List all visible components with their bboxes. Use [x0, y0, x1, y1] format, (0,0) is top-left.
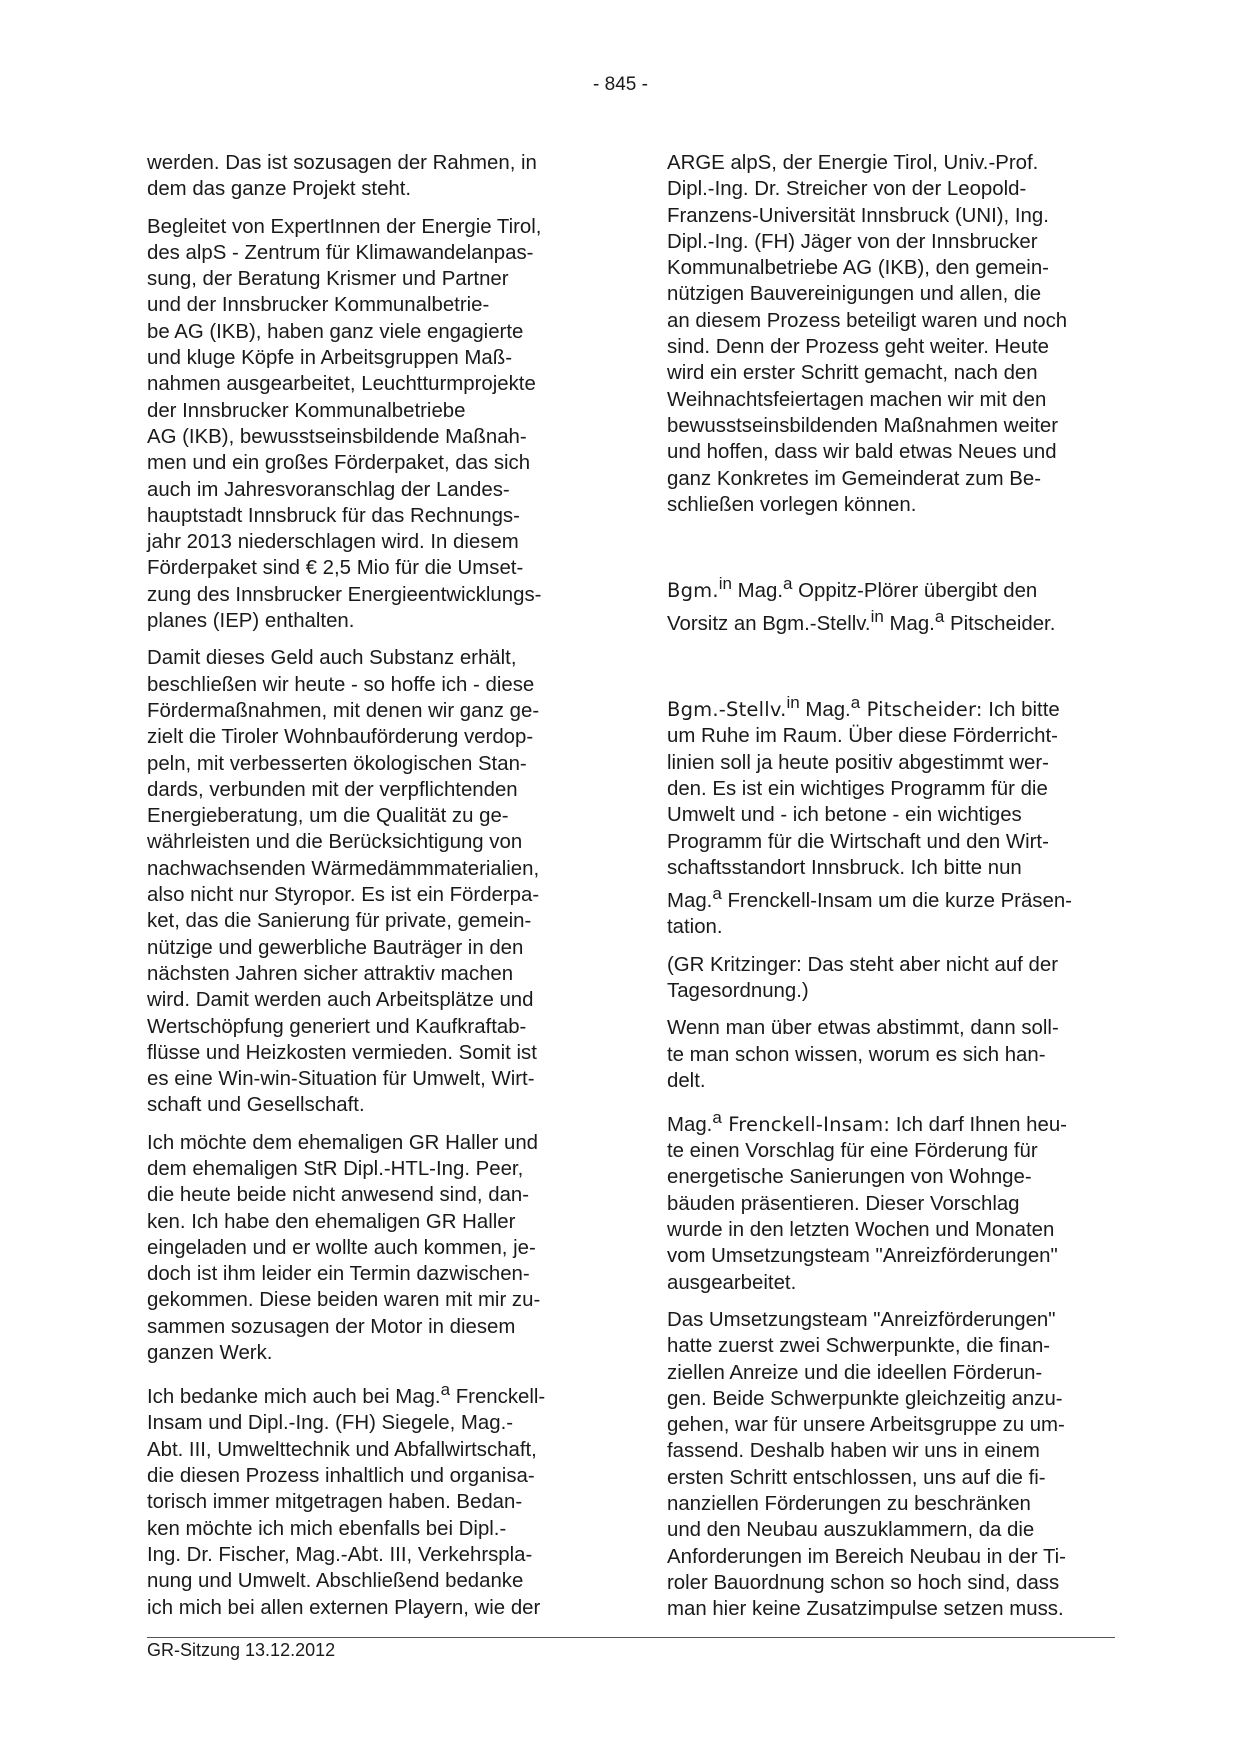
text-fragment: Oppitz-Plörer übergibt den Vorsitz an Bgm.-Stellv. — [667, 579, 1038, 636]
paragraph-partners: ARGE alpS, der Energie Tirol, Univ.-Prof. Dipl.-Ing. Dr. Streicher von der Leopold- Franzens-Universität Innsbruck (UNI), Ing. Dipl.-Ing. (FH) Jäger von der Innsbrucker Kommunalbetriebe AG (IKB), den gemein- nützigen Bauvereinigungen und allen, die an diesem Prozess beteiligt waren und noch sind. Denn der Prozess geht weiter. Heute wird ein erster Schritt gemacht, nach den Weihnachtsfeiertagen machen wir mit den bewusstseinsbildenden Maßnahmen weiter und hoffen, dass wir bald etwas Neues und ganz Konkretes im Gemeinderat zum Be- schließen vorlegen können. — [667, 152, 1068, 516]
speaker-name: Pitscheider: — [860, 698, 983, 722]
page-number: - 845 - — [593, 74, 648, 95]
speaker-name: Bgm.-Stellv. — [667, 698, 787, 722]
speech-pitscheider — [667, 690, 1105, 940]
speaker-name: Mag. — [799, 699, 851, 722]
paragraph-funding: Damit dieses Geld auch Substanz erhält, beschließen wir heute - so hoffe ich - diese Fördermaßnahmen, mit denen wir ganz ge- zielt die Tiroler Wohnbauförderung verdop- peln, mit verbesserten ökologischen Stan- dards, verbunden mit der verpflichtenden Energieberatung, um die Qualität zu ge- währleisten und die Berücksichtigung von nachwachsenden Wärmedämmmaterialien, also nicht nur Styropor. Es ist ein Förderpa- ket, das die Sanierung für private, gemein- nützige und gewerbliche Bauträger in den nächsten Jahren sicher attraktiv machen wird. Damit werden auch Arbeitsplätze und Wertschöpfung generiert und Kaufkraftab- flüsse und Heizkosten vermieden. Somit ist es eine Win-win-Situation für Umwelt, Wirt- schaft und Gesellschaft. — [147, 647, 540, 1117]
footer-session-date: GR-Sitzung 13.12.2012 — [147, 1640, 336, 1660]
text-fragment: Pitscheider. — [944, 613, 1056, 636]
paragraph-thanks-colleagues — [147, 1377, 585, 1620]
text-fragment: Mag. — [731, 579, 783, 602]
text-fragment: Bgm. — [667, 578, 719, 602]
chair-handover-note — [667, 571, 1105, 637]
superscript: a — [850, 693, 861, 713]
paragraph-team: Das Umsetzungsteam "Anreizförderungen" hatte zuerst zwei Schwerpunkte, die finan- ziellen Anreize und die ideellen Förderun- gen. Beide Schwerpunkte gleichzeitig anzu- gehen, war für unsere Arbeitsgruppe zu um- fassend. Deshalb haben wir uns in einem ersten Schritt entschlossen, uns auf die fi- nanziellen Förderungen zu beschränken und den Neubau auszuklammern, da die Anforderungen im Bereich Neubau in der Ti- roler Bauordnung schon so hoch sind, dass man hier keine Zusatzimpulse setzen muss. — [667, 1308, 1066, 1621]
paragraph-thanks-haller: Ich möchte dem ehemaligen GR Haller und dem ehemaligen StR Dipl.-HTL-Ing. Peer, die heute beide nicht anwesend sind, dan- ken. Ich habe den ehemaligen GR Haller eingeladen und er wollte auch kommen, je- doch ist ihm leider ein Termin dazwischen- gekommen. Diese beiden waren mit mir zu- sammen sozusagen der Motor in diesem ganzen Werk. — [147, 1131, 541, 1365]
speaker-name: Frenckell-Insam: — [721, 1112, 891, 1136]
superscript: a — [782, 574, 793, 594]
interjection-kritzinger: (GR Kritzinger: Das steht aber nicht auf der Tagesordnung.) — [667, 953, 1058, 1002]
superscript: in — [870, 607, 884, 627]
text-fragment: Ich darf Ihnen heu- te einen Vorschlag für eine Förderung für energetische Sanierungen von Wohnge- bäuden präsentieren. Dieser Vorschlag wurde in den letzten Wochen und Monaten vom Umsetzungsteam "Anreizförderungen" ausgearbeitet. — [667, 1113, 1067, 1294]
left-column — [147, 150, 585, 1632]
superscript: in — [786, 693, 800, 713]
superscript: in — [718, 574, 732, 594]
superscript: a — [440, 1380, 451, 1400]
paragraph-experts: Begleitet von ExpertInnen der Energie Tirol, des alpS - Zentrum für Klimawandelanpas- sung, der Beratung Krismer und Partner und der Innsbrucker Kommunalbetrie- be AG (IKB), haben ganz viele engagierte und kluge Köpfe in Arbeitsgruppen Maß- nahmen ausgearbeitet, Leuchtturmprojekte der Innsbrucker Kommunalbetriebe AG (IKB), bewusstseinsbildende Maßnah- men und ein großes Förderpaket, das sich auch im Jahresvoranschlag der Landes- hauptstadt Innsbruck für das Rechnungs- jahr 2013 niederschlagen wird. In diesem Förderpaket sind € 2,5 Mio für die Umset- zung des Innsbrucker Energieentwicklungs- planes (IEP) enthalten. — [147, 215, 542, 633]
superscript: a — [934, 607, 945, 627]
paragraph-vote: Wenn man über etwas abstimmt, dann soll- te man schon wissen, worum es sich han- delt. — [667, 1017, 1059, 1092]
text-fragment: Mag. — [883, 613, 935, 636]
text-fragment: Ich bedanke mich auch bei Mag. — [147, 1386, 441, 1409]
spacer — [667, 648, 1105, 690]
text-fragment: Ich bitte um Ruhe im Raum. Über diese Förderricht- linien soll ja heute positiv abgestimmt wer- den. Es ist ein wichtiges Programm für die Umwelt und - ich betone - ein wichtiges Programm für die Wirtschaft und den Wirt- schaftsstandort Innsbruck. Ich bitte nun Mag. — [667, 699, 1060, 913]
right-column — [667, 150, 1105, 1634]
text-fragment: Frenckell- Insam und Dipl.-Ing. (FH) Siegele, Mag.- Abt. III, Umwelttechnik und Abfallwirtschaft, die diesen Prozess inhaltlich und organisa- torisch immer mitgetragen haben. Bedan- ken möchte ich mich ebenfalls bei Dipl.- Ing. Dr. Fischer, Mag.-Abt. III, Verkehrspla- nung und Umwelt. Abschließend bedanke ich mich bei allen externen Playern, wie der — [147, 1386, 546, 1619]
superscript: a — [712, 884, 722, 904]
spacer — [667, 529, 1105, 571]
speaker-name: Mag. — [667, 1113, 713, 1136]
footer-divider — [147, 1637, 1115, 1638]
paragraph-intro: werden. Das ist sozusagen der Rahmen, in dem das ganze Projekt steht. — [147, 152, 537, 201]
speech-frenckell-insam — [667, 1105, 1105, 1296]
text-fragment: Frenckell-Insam um die kurze Präsen- tation. — [667, 890, 1072, 939]
superscript: a — [712, 1108, 722, 1128]
